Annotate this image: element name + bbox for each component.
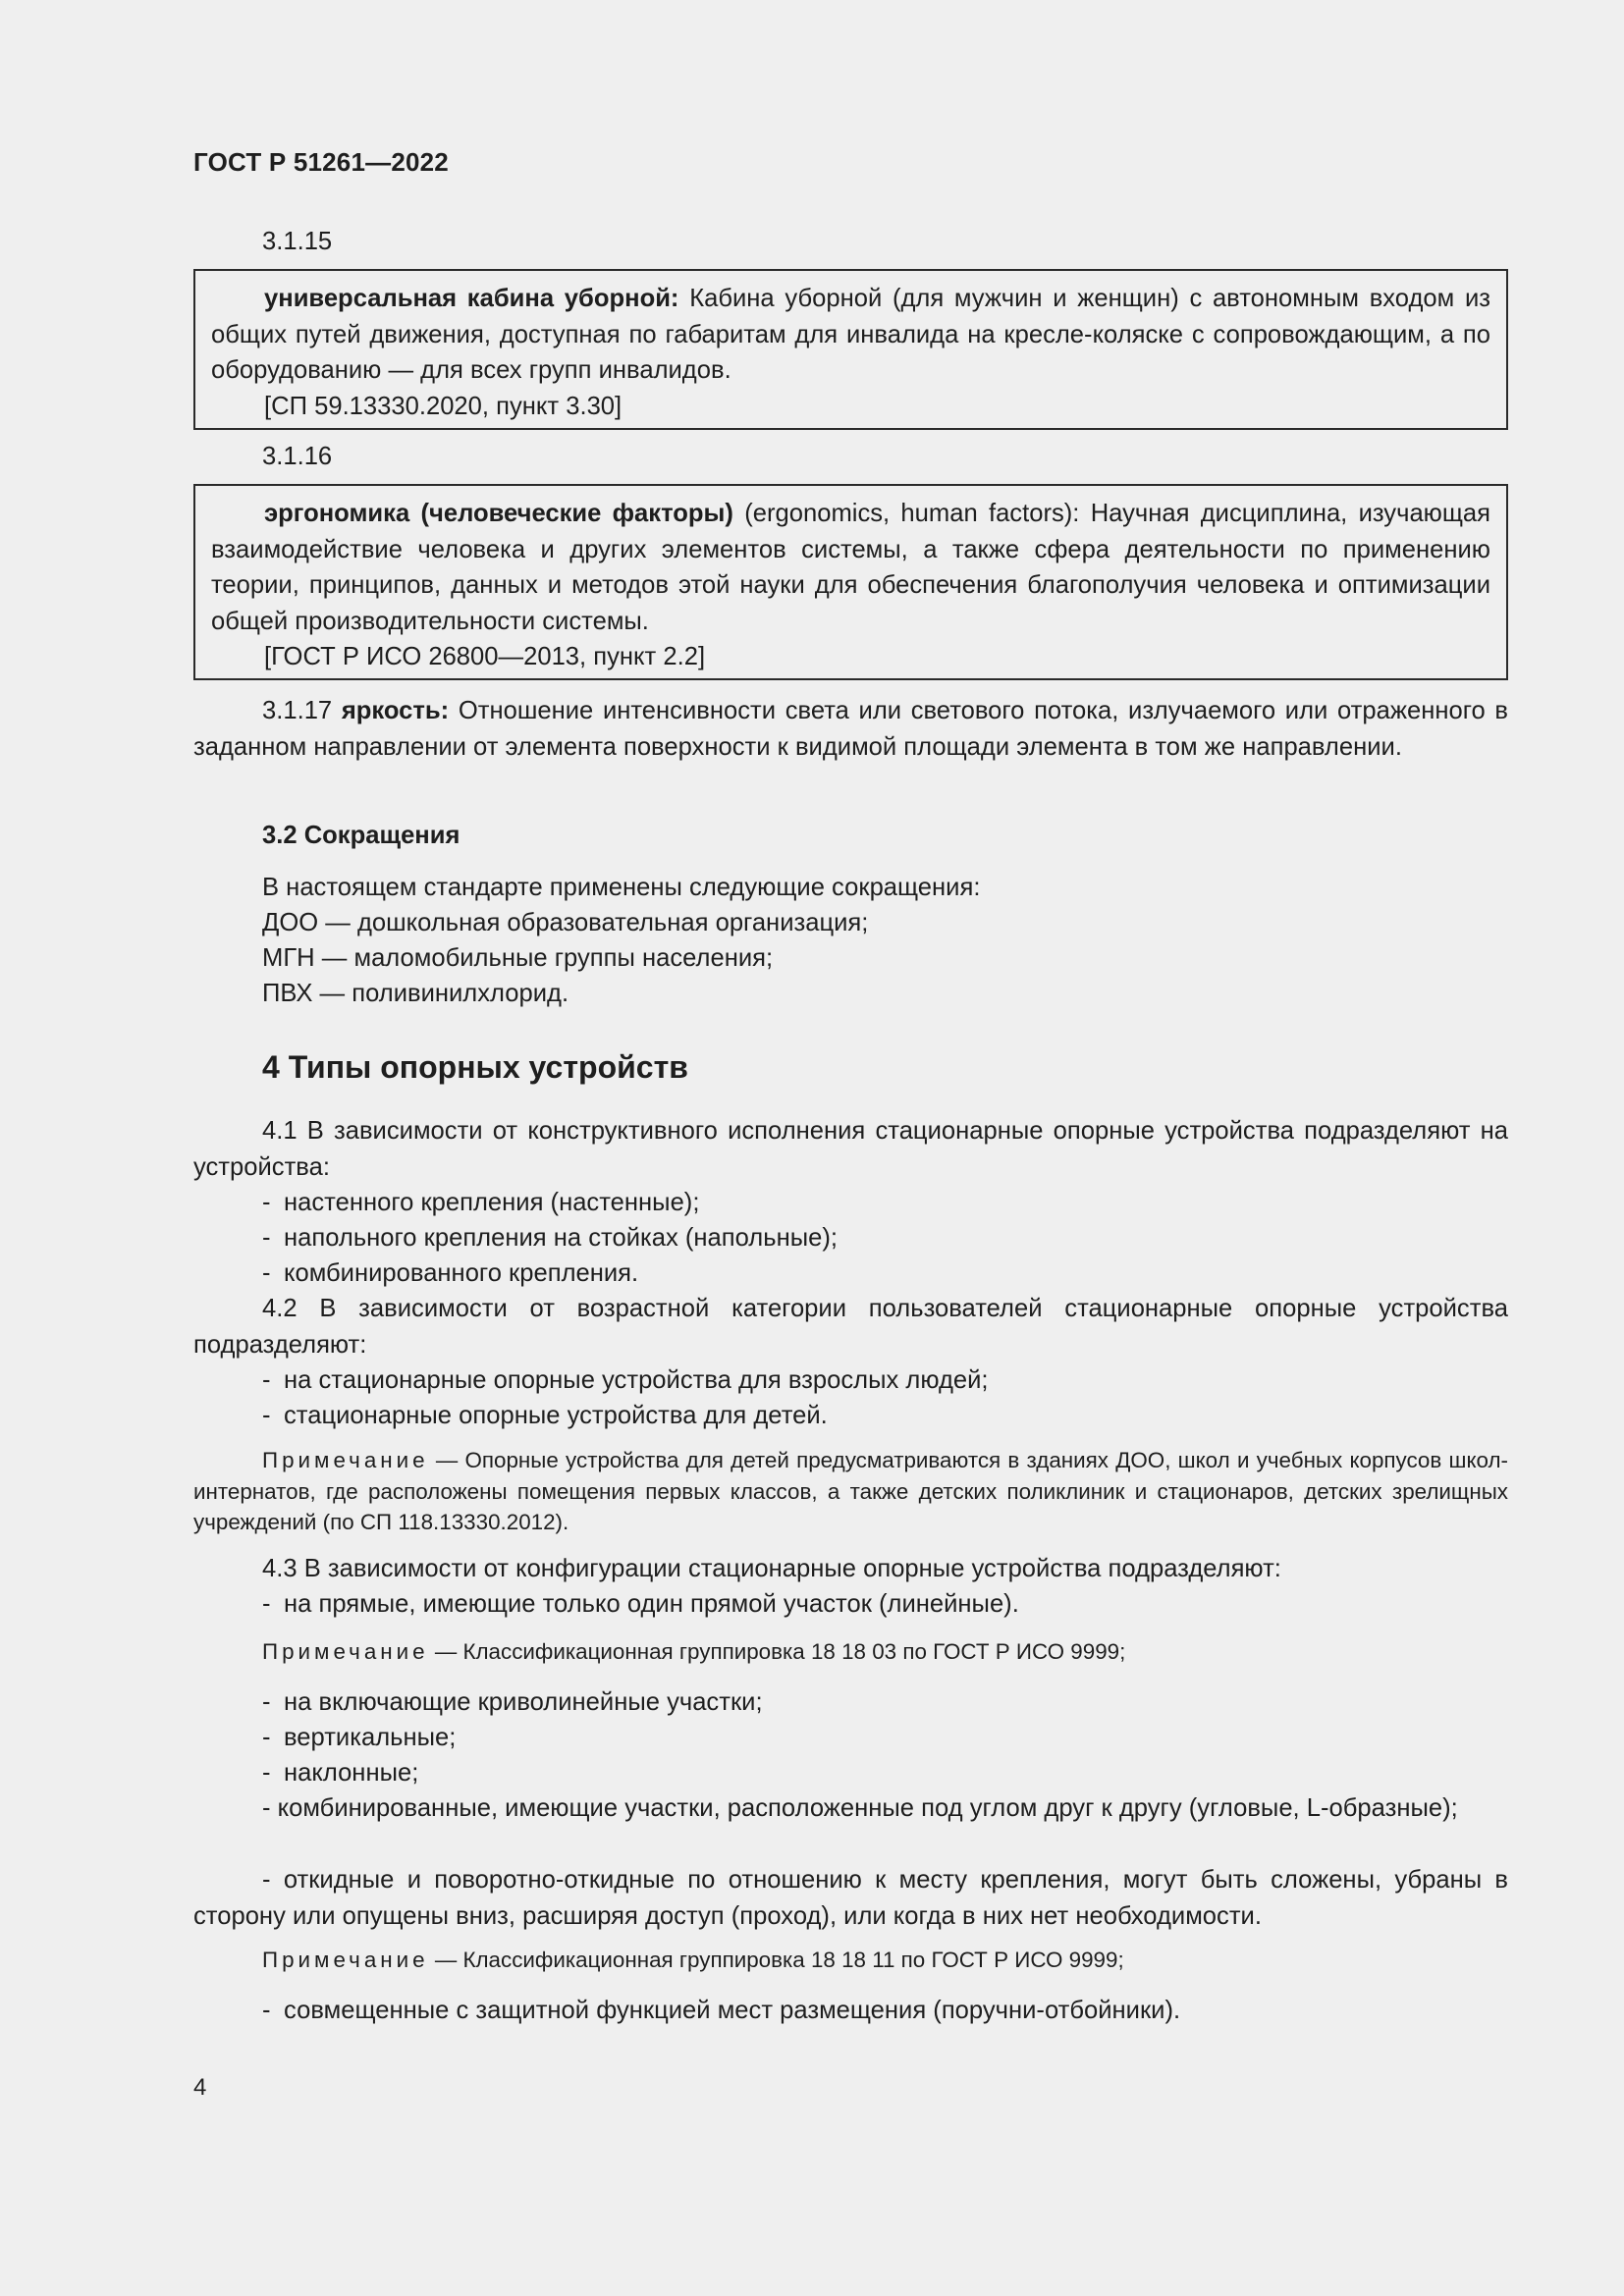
- list-item: - совмещенные с защитной функцией мест размещения (поручни-отбойники).: [262, 1997, 1181, 2024]
- document-header: ГОСТ Р 51261—2022: [193, 147, 449, 177]
- term-label: эргономика (человеческие факторы): [264, 500, 733, 527]
- list-item: - на стационарные опорные устройства для взрослых людей;: [262, 1366, 989, 1394]
- note-2: [193, 1636, 1508, 1668]
- section-title-4: 4 Типы опорных устройств: [262, 1049, 688, 1085]
- section-title-3-2: 3.2 Сокращения: [262, 822, 460, 849]
- paragraph-4-2: 4.2 В зависимости от возрастной категории пользователей стационарные опорные устройства подразделяют:: [193, 1295, 1508, 1359]
- term-label: универсальная кабина уборной:: [264, 285, 679, 312]
- note-1: [193, 1445, 1508, 1538]
- definition-paragraph: [211, 281, 1490, 389]
- note-text: — Классификационная группировка 18 18 03 по ГОСТ Р ИСО 9999;: [428, 1639, 1126, 1664]
- list-item: - стационарные опорные устройства для детей.: [262, 1402, 828, 1429]
- definition-source: [ГОСТ Р ИСО 26800—2013, пункт 2.2]: [264, 643, 706, 670]
- list-item-combined: - комбинированные, имеющие участки, расположенные под углом друг к другу (угловые, L-образные);: [262, 1794, 1458, 1822]
- abbrev-item: ДОО — дошкольная образовательная организация;: [262, 909, 869, 936]
- note-label: Примечание: [262, 1639, 429, 1664]
- note-label: Примечание: [262, 1948, 429, 1972]
- abbrev-intro: В настоящем стандарте применены следующие сокращения:: [262, 874, 981, 901]
- list-item: - настенного крепления (настенные);: [262, 1189, 700, 1216]
- definition-box-3-1-16: [193, 484, 1508, 680]
- abbrev-item: ПВХ — поливинилхлорид.: [262, 980, 569, 1007]
- note-3: [193, 1945, 1508, 1976]
- abbrev-item: МГН — маломобильные группы населения;: [262, 944, 774, 972]
- definition-body: [211, 281, 1490, 424]
- term-english: (ergonomics, human factors):: [744, 500, 1080, 527]
- definition-paragraph: [211, 496, 1490, 639]
- page-number: 4: [193, 2074, 207, 2101]
- list-item: - вертикальные;: [262, 1724, 457, 1751]
- note-text: — Опорные устройства для детей предусматриваются в зданиях ДОО, школ и учебных корпусов школ-интернатов, где расположены помещения первых классов, а также детских поликлиник и стационаров, детских зрелищных учреждений (по СП 118.13330.2012).: [193, 1448, 1508, 1534]
- term-number-3-1-15: 3.1.15: [262, 228, 333, 255]
- list-item: - на включающие криволинейные участки;: [262, 1688, 763, 1716]
- list-item: - на прямые, имеющие только один прямой участок (линейные).: [262, 1590, 1019, 1618]
- list-item: - напольного крепления на стойках (напольные);: [262, 1224, 838, 1252]
- list-item: - комбинированного крепления.: [262, 1259, 639, 1287]
- definition-text: Отношение интенсивности света или светового потока, излучаемого или отраженного в заданном направлении от элемента поверхности к видимой площади элемента в том же направлении.: [193, 697, 1508, 761]
- note-text: — Классификационная группировка 18 18 11 по ГОСТ Р ИСО 9999;: [428, 1948, 1124, 1972]
- paragraph-4-1: 4.1 В зависимости от конструктивного исполнения стационарные опорные устройства подразделяют на устройства:: [193, 1117, 1508, 1181]
- term-number: 3.1.17: [262, 697, 333, 724]
- definition-text: Кабина уборной (для мужчин и женщин) с автономным входом из общих путей движения, доступная по габаритам для инвалида на кресле-коляске с сопровождающим, а по оборудованию — для всех групп инвалидов.: [211, 285, 1490, 384]
- paragraph-4-3: 4.3 В зависимости от конфигурации стационарные опорные устройства подразделяют:: [262, 1555, 1281, 1582]
- list-item: - наклонные;: [262, 1759, 419, 1787]
- definition-source: [СП 59.13330.2020, пункт 3.30]: [264, 392, 623, 420]
- definition-box-3-1-15: [193, 269, 1508, 430]
- term-number-3-1-16: 3.1.16: [262, 443, 333, 470]
- term-label: яркость:: [341, 697, 450, 724]
- definition-3-1-17: [193, 693, 1508, 765]
- definition-body: [211, 496, 1490, 675]
- list-item-folding: - откидные и поворотно-откидные по отношению к месту крепления, могут быть сложены, убраны в сторону или опущены вниз, расширяя доступ (проход), или когда в них нет необходимости.: [193, 1866, 1508, 1930]
- note-label: Примечание: [262, 1448, 429, 1472]
- definition-text: Научная дисциплина, изучающая взаимодействие человека и других элементов системы, а также сфера деятельности по применению теории, принципов, данных и методов этой науки для обеспечения благополучия человека и оптимизации общей производительности системы.: [211, 500, 1491, 635]
